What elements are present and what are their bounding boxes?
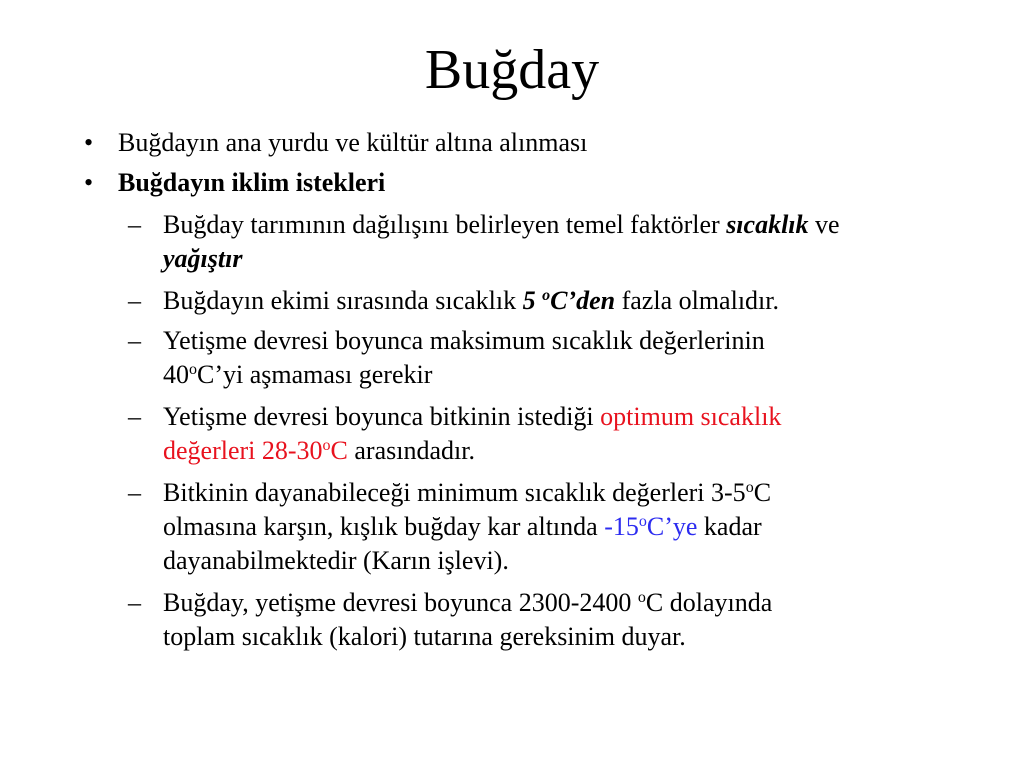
sub-bullet-3-line-2 xyxy=(163,358,432,392)
sub-bullet-3-text: C’yi aşmaması gerekir xyxy=(197,360,433,389)
sub-bullet-2-emphasis: C’den xyxy=(550,286,616,315)
dash-marker: – xyxy=(128,326,141,355)
sub-bullet-4-highlight: optimum sıcaklık xyxy=(600,402,782,431)
bullet-2-text: Buğdayın iklim istekleri xyxy=(118,168,386,197)
sub-bullet-3-text: 40 xyxy=(163,360,189,389)
sub-bullet-5-text: kadar xyxy=(697,512,762,541)
sub-bullet-4-highlight: değerleri 28-30 xyxy=(163,436,323,465)
degree-superscript: o xyxy=(322,437,331,454)
sub-bullet-2-emphasis: 5 xyxy=(522,286,543,315)
sub-bullet-6-text: Buğday, yetişme devresi boyunca 2300-2400 xyxy=(163,588,638,617)
sub-bullet-4-line-1 xyxy=(163,400,781,434)
sub-bullet-5-text: C xyxy=(753,478,772,507)
sub-bullet-4-text: arasındadır. xyxy=(347,436,475,465)
dash-marker: – xyxy=(128,588,141,617)
degree-superscript: o xyxy=(637,589,646,606)
degree-superscript: o xyxy=(542,287,551,304)
sub-bullet-6-text: C dolayında xyxy=(645,588,773,617)
sub-bullet-5-text: Bitkinin dayanabileceği minimum sıcaklık değerleri 3-5 xyxy=(163,478,746,507)
dash-marker: – xyxy=(128,210,141,239)
sub-bullet-5-line-2 xyxy=(163,510,762,544)
sub-bullet-6-line-2: toplam sıcaklık (kalori) tutarına gereksinim duyar. xyxy=(163,622,686,651)
sub-bullet-1-emphasis: sıcaklık xyxy=(726,210,809,239)
slide-title: Buğday xyxy=(424,39,600,101)
sub-bullet-6-line-1 xyxy=(163,586,772,620)
sub-bullet-5-text: olmasına karşın, kışlık buğday kar altında xyxy=(163,512,605,541)
sub-bullet-2-text: Buğdayın ekimi sırasında sıcaklık xyxy=(163,286,523,315)
sub-bullet-1-line-2: yağıştır xyxy=(163,244,243,273)
dash-marker: – xyxy=(128,286,141,315)
sub-bullet-2-line-1 xyxy=(163,284,779,318)
sub-bullet-5-line-3: dayanabilmektedir (Karın işlevi). xyxy=(163,546,509,575)
sub-bullet-3-line-1: Yetişme devresi boyunca maksimum sıcaklık değerlerinin xyxy=(163,326,765,355)
sub-bullet-5-line-1 xyxy=(163,476,771,510)
sub-bullet-2-text: fazla olmalıdır. xyxy=(615,286,779,315)
bullet-marker: • xyxy=(84,168,94,197)
bullet-marker: • xyxy=(84,128,94,157)
sub-bullet-5-highlight: -15 xyxy=(604,512,639,541)
sub-bullet-1-text: ve xyxy=(808,210,840,239)
sub-bullet-5-highlight: C’ye xyxy=(646,512,698,541)
sub-bullet-1-line-1 xyxy=(163,208,840,242)
degree-superscript: o xyxy=(745,479,754,496)
degree-superscript: o xyxy=(638,513,647,530)
sub-bullet-4-text: Yetişme devresi boyunca bitkinin istediği xyxy=(163,402,601,431)
sub-bullet-4-line-2 xyxy=(163,434,475,468)
sub-bullet-1-text: Buğday tarımının dağılışını belirleyen temel faktörler xyxy=(163,210,727,239)
sub-bullet-4-highlight: C xyxy=(330,436,348,465)
dash-marker: – xyxy=(128,402,141,431)
dash-marker: – xyxy=(128,478,141,507)
degree-superscript: o xyxy=(189,361,197,378)
bullet-1-text: Buğdayın ana yurdu ve kültür altına alınması xyxy=(118,128,588,157)
